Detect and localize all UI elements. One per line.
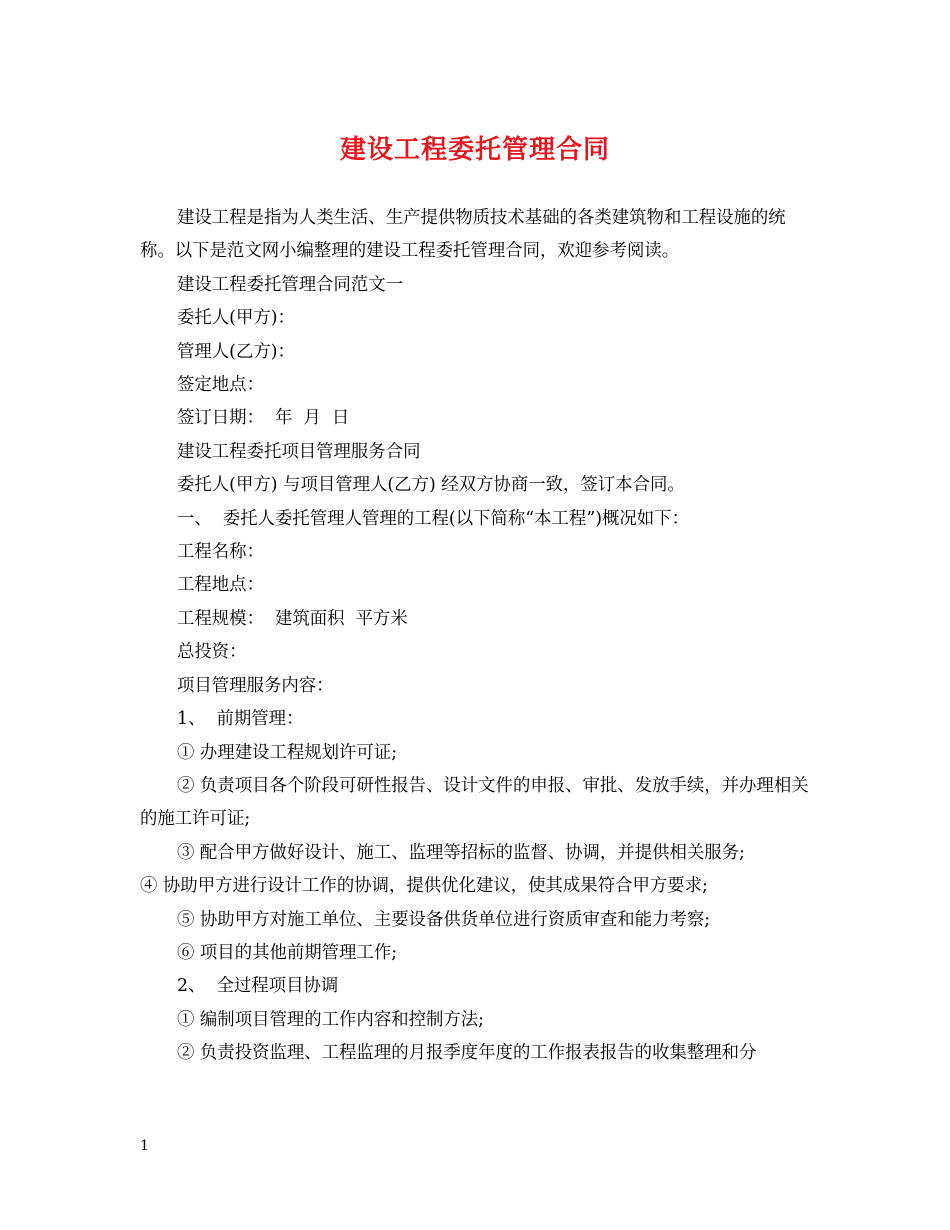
coordination-item-1: ① 编制项目管理的工作内容和控制方法; [177, 1009, 485, 1030]
paragraph-intro: 建设工程是指为人类生活、生产提供物质技术基础的各类建筑物和工程设施的统称。以下是范文网小编整理的建设工程委托管理合同，欢迎参考阅读。 [140, 208, 786, 262]
list-item-3: ③ 配合甲方做好设计、施工、监理等招标的监督、协调，并提供相关服务; [177, 842, 745, 863]
paragraph-contract-name: 建设工程委托项目管理服务合同 [177, 441, 421, 462]
paragraph-section-one: 一、 委托人委托管理人管理的工程(以下简称“本工程”)概况如下： [177, 508, 689, 529]
paragraph-client: 委托人(甲方)： [177, 308, 295, 329]
paragraph-signing-place: 签定地点： [177, 375, 264, 396]
paragraph-coordination: 2、 全过程项目协调 [177, 976, 339, 997]
paragraph-project-location: 工程地点： [177, 575, 264, 596]
paragraph-project-scale: 工程规模： 建筑面积 平方米 [177, 608, 408, 629]
document-title: 建设工程委托管理合同 [339, 135, 610, 165]
page-number: 1 [140, 1138, 149, 1154]
list-item-4: ④ 协助甲方进行设计工作的协调，提供优化建议，使其成果符合甲方要求; [140, 876, 708, 897]
paragraph-signing-date: 签订日期： 年 月 日 [177, 408, 350, 429]
document-body [140, 202, 812, 1071]
paragraph-sample-heading: 建设工程委托管理合同范文一 [177, 274, 404, 295]
paragraph-total-investment: 总投资： [177, 642, 247, 663]
paragraph-project-name: 工程名称： [177, 542, 264, 563]
paragraph-pre-management: 1、 前期管理： [177, 709, 304, 730]
list-item-2: ② 负责项目各个阶段可研性报告、设计文件的申报、审批、发放手续，并办理相关的施工许可证; [140, 775, 809, 830]
paragraph-manager: 管理人(乙方)： [177, 341, 295, 362]
coordination-item-2: ② 负责投资监理、工程监理的月报季度年度的工作报表报告的收集整理和分 [177, 1043, 757, 1064]
list-item-1: ① 办理建设工程规划许可证; [177, 742, 398, 763]
paragraph-service-content: 项目管理服务内容： [177, 675, 334, 696]
paragraph-agreement: 委托人(甲方) 与项目管理人(乙方) 经双方协商一致，签订本合同。 [177, 475, 685, 496]
list-item-5: ⑤ 协助甲方对施工单位、主要设备供货单位进行资质审查和能力考察; [177, 909, 711, 930]
list-item-6: ⑥ 项目的其他前期管理工作; [177, 942, 398, 963]
